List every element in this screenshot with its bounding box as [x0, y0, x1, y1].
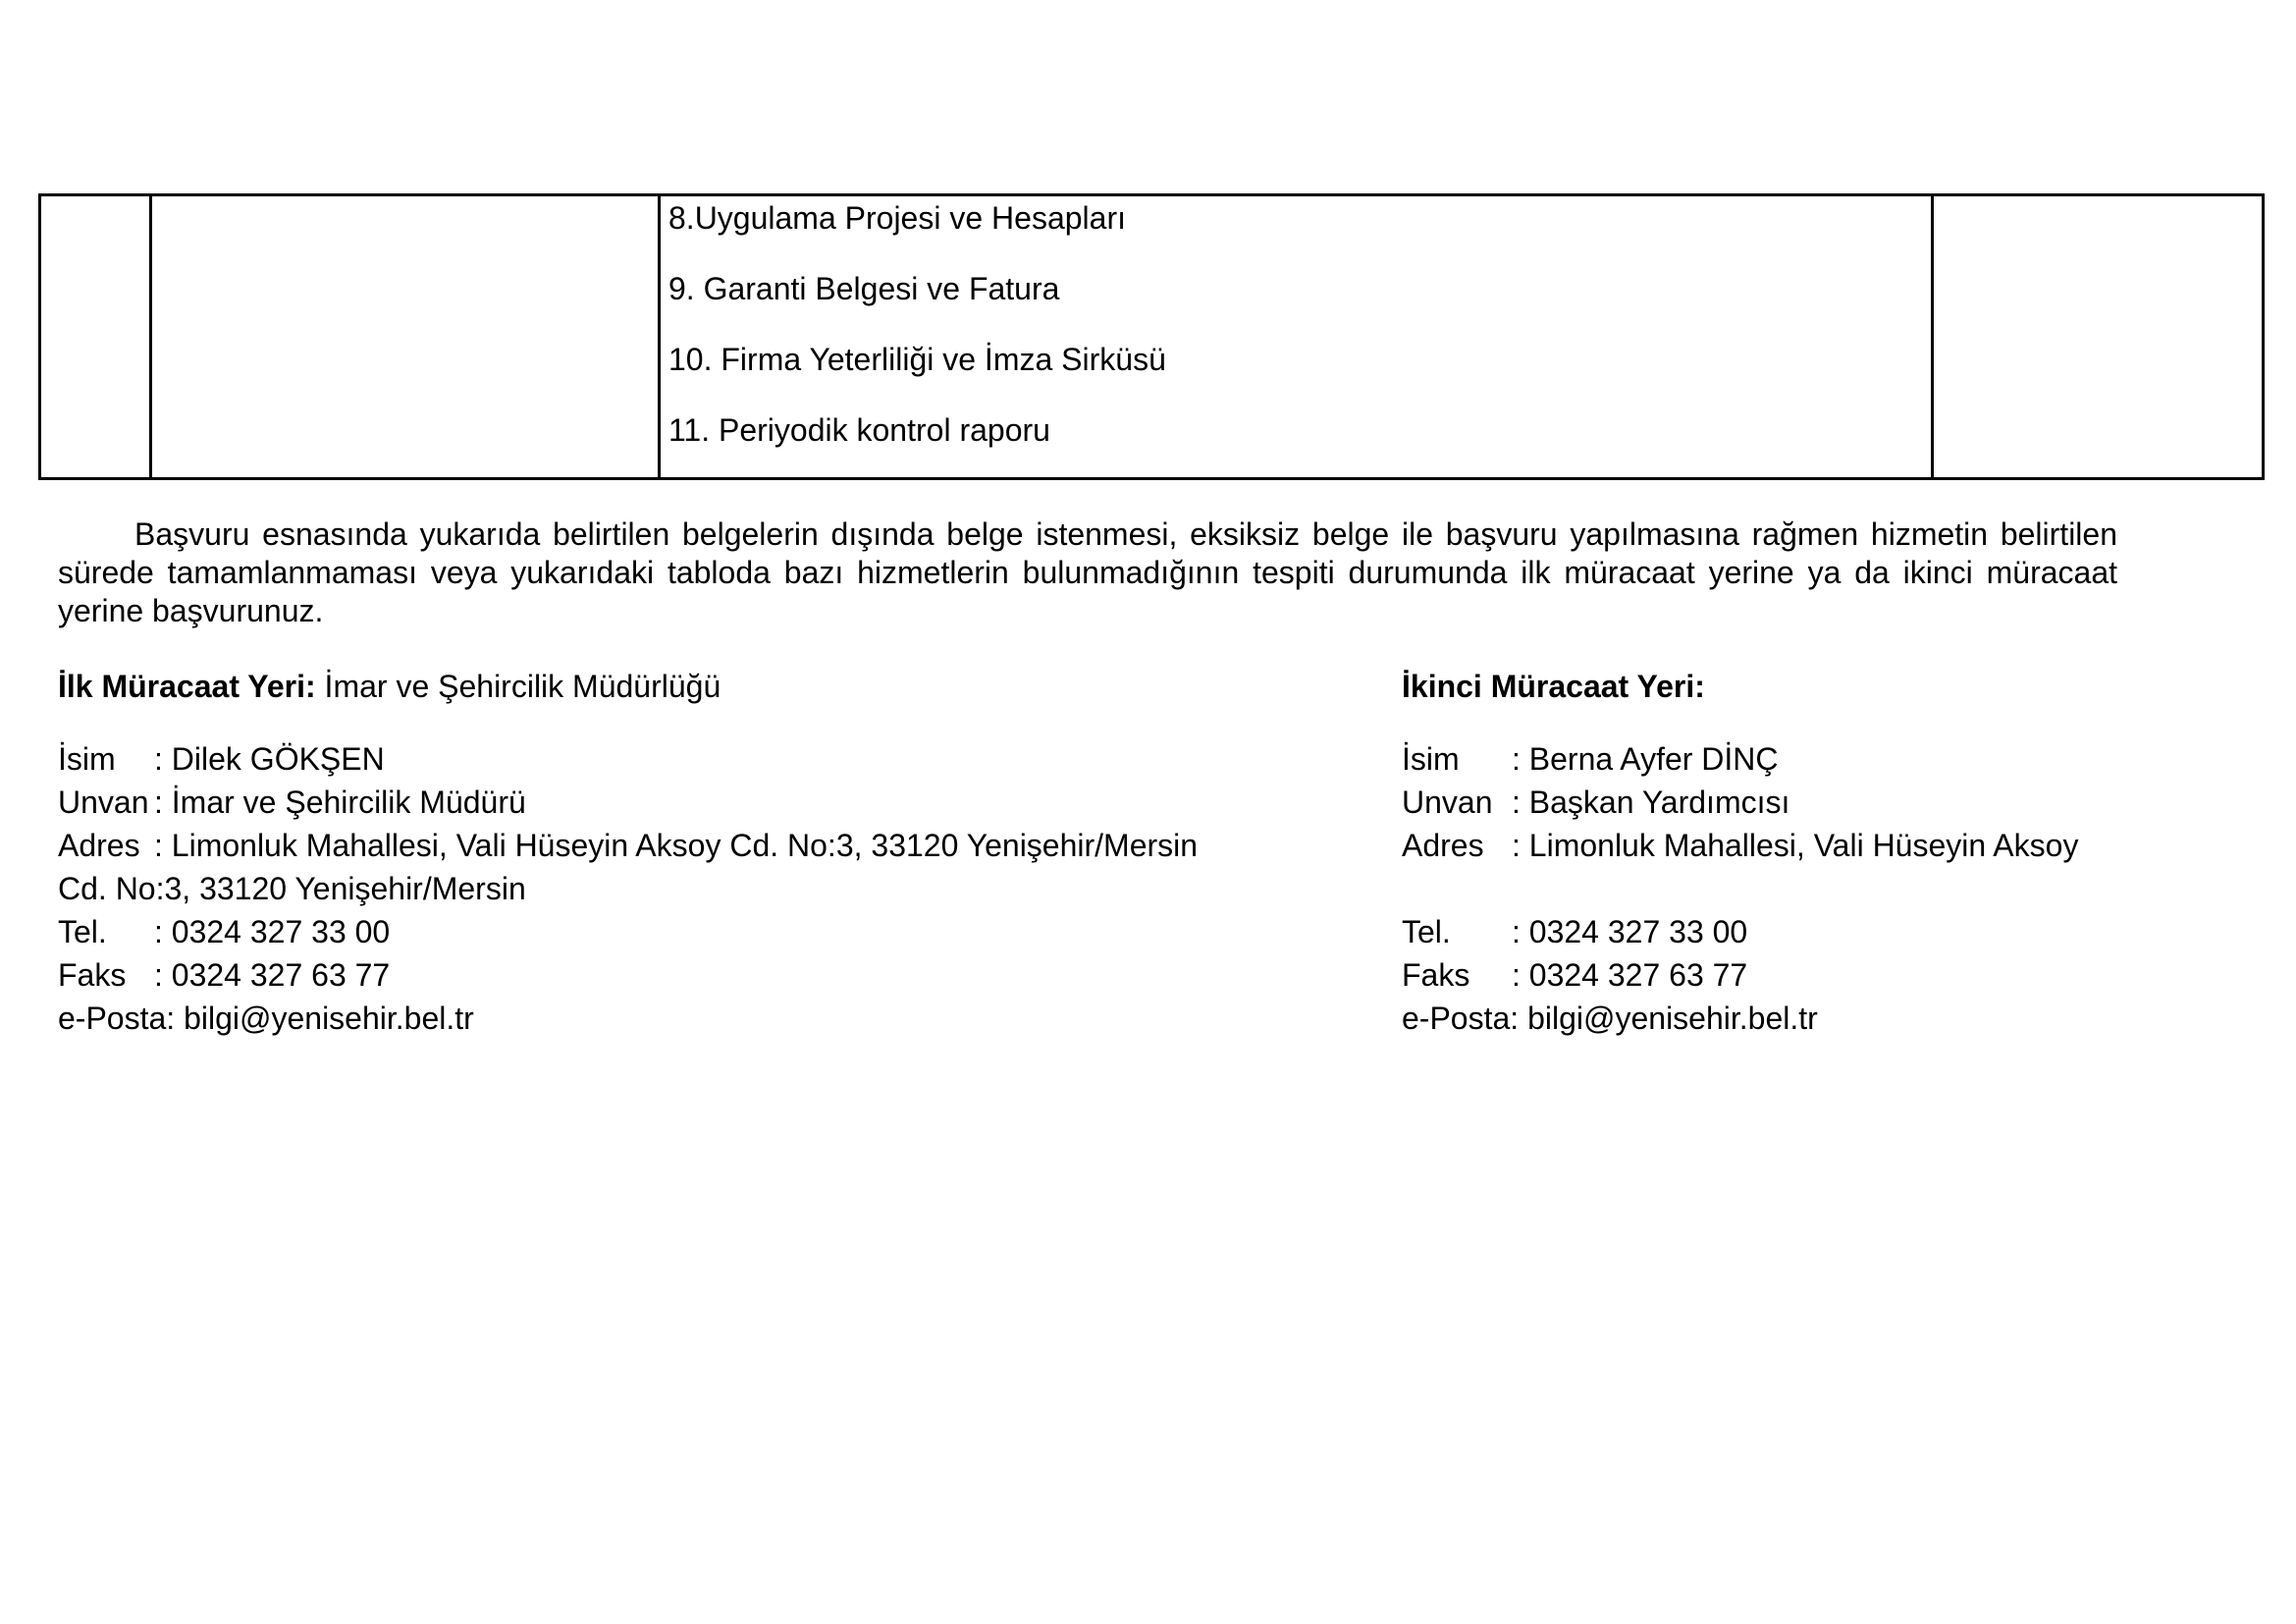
address-continuation: Cd. No:3, 33120 Yenişehir/Mersin — [58, 871, 526, 906]
second-contact-heading-label: İkinci Müracaat Yeri: — [1402, 669, 1705, 704]
name-value: : Berna Ayfer DİNÇ — [1512, 741, 1779, 777]
title-value: : İmar ve Şehircilik Müdürü — [154, 785, 526, 820]
first-contact-block — [58, 665, 1354, 1040]
phone-label: Tel. — [1402, 914, 1451, 949]
table-cell-duration — [1933, 195, 2264, 479]
address-value: : Limonluk Mahallesi, Vali Hüseyin Aksoy Cd. No:3, 33120 Yenişehir/Mersin — [154, 828, 1199, 863]
fax-label: Faks — [1402, 957, 1470, 993]
required-documents-list — [661, 196, 1931, 448]
phone-value: : 0324 327 33 00 — [154, 914, 391, 949]
address-label: Adres — [58, 828, 140, 863]
second-contact-email-row — [1402, 997, 2266, 1040]
first-contact-fax-row — [58, 953, 1354, 997]
address-value: : Limonluk Mahallesi, Vali Hüseyin Aksoy — [1512, 828, 2079, 863]
second-contact-block — [1402, 665, 2266, 1040]
first-contact-title-row — [58, 781, 1354, 824]
phone-label: Tel. — [58, 914, 107, 949]
first-contact-email-row — [58, 997, 1354, 1040]
second-contact-address-row — [1402, 824, 2266, 867]
table-cell-number — [40, 195, 151, 479]
phone-value: : 0324 327 33 00 — [1512, 914, 1748, 949]
table-row — [40, 195, 2264, 479]
second-contact-name-row — [1402, 737, 2266, 781]
name-label: İsim — [1402, 741, 1460, 777]
first-contact-heading — [58, 665, 1354, 708]
second-contact-phone-row — [1402, 910, 2266, 953]
document-table — [38, 193, 2265, 480]
first-contact-name-row — [58, 737, 1354, 781]
address-spacer — [1402, 867, 2266, 910]
second-contact-title-row — [1402, 781, 2266, 824]
fax-label: Faks — [58, 957, 127, 993]
first-contact-heading-value: İmar ve Şehircilik Müdürlüğü — [315, 669, 721, 704]
first-contact-heading-label: İlk Müracaat Yeri: — [58, 669, 316, 704]
email-value: : bilgi@yenisehir.bel.tr — [1510, 1001, 1818, 1036]
notice-paragraph: Başvuru esnasında yukarıda belirtilen belgelerin dışında belge istenmesi, eksiksiz belge ile başvuru yapılmasına rağmen hizmetin belirtilen sürede tamamlanmaması veya yukarıdaki tabloda bazı hizmetlerin bulunmadığının tespiti durumunda ilk müracaat yerine ya da ikinci müracaat yerine başvurunuz. — [58, 516, 2117, 628]
list-item: 8.Uygulama Projesi ve Hesapları — [668, 200, 1126, 236]
title-label: Unvan — [58, 785, 149, 820]
first-contact-address-row — [58, 824, 1354, 867]
first-contact-phone-row — [58, 910, 1354, 953]
email-label: e-Posta — [58, 1001, 167, 1036]
name-label: İsim — [58, 741, 116, 777]
email-label: e-Posta — [1402, 1001, 1511, 1036]
fax-value: : 0324 327 63 77 — [1512, 957, 1748, 993]
address-label: Adres — [1402, 828, 1484, 863]
table-cell-service — [151, 195, 660, 479]
second-contact-heading — [1402, 665, 2266, 708]
list-item: 10. Firma Yeterliliği ve İmza Sirküsü — [668, 342, 1166, 377]
title-label: Unvan — [1402, 785, 1493, 820]
second-contact-fax-row — [1402, 953, 2266, 997]
table-cell-documents — [660, 195, 1933, 479]
list-item: 9. Garanti Belgesi ve Fatura — [668, 271, 1060, 306]
fax-value: : 0324 327 63 77 — [154, 957, 391, 993]
name-value: : Dilek GÖKŞEN — [154, 741, 385, 777]
title-value: : Başkan Yardımcısı — [1512, 785, 1790, 820]
list-item: 11. Periyodik kontrol raporu — [668, 412, 1050, 448]
email-value: : bilgi@yenisehir.bel.tr — [166, 1001, 474, 1036]
